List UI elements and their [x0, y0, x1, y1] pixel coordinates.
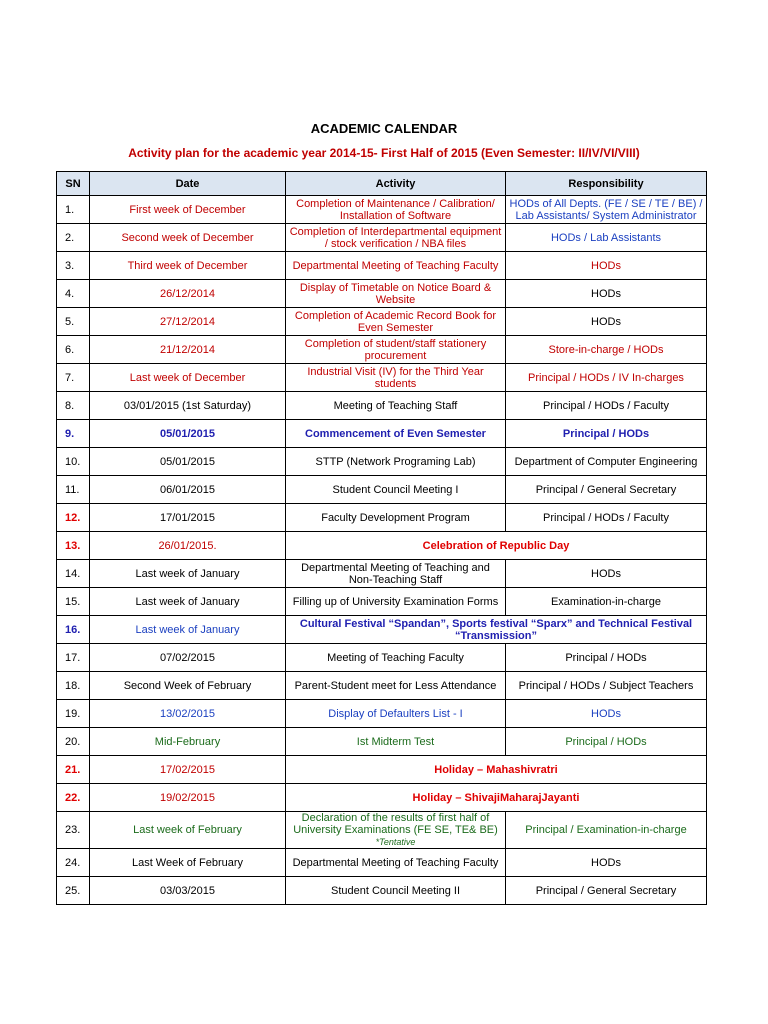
row-responsibility: Principal / General Secretary [506, 877, 707, 905]
row-sn: 22. [57, 784, 90, 812]
row-activity: STTP (Network Programing Lab) [286, 448, 506, 476]
table-row [57, 849, 707, 877]
row-activity: Completion of Interdepartmental equipment / stock verification / NBA files [286, 224, 506, 252]
row-sn: 6. [57, 336, 90, 364]
row-activity: Holiday – Mahashivratri [286, 756, 707, 784]
row-responsibility: Principal / HODs [506, 644, 707, 672]
row-responsibility: HODs [506, 700, 707, 728]
row-sn: 14. [57, 560, 90, 588]
row-sn: 7. [57, 364, 90, 392]
row-responsibility: Examination-in-charge [506, 588, 707, 616]
row-sn: 19. [57, 700, 90, 728]
row-date: Second week of December [90, 224, 286, 252]
row-sn: 12. [57, 504, 90, 532]
row-date: Last week of February [90, 812, 286, 849]
row-activity: Completion of student/staff stationery procurement [286, 336, 506, 364]
row-sn: 15. [57, 588, 90, 616]
row-responsibility: Principal / General Secretary [506, 476, 707, 504]
row-responsibility: Principal / HODs [506, 728, 707, 756]
row-activity-note: *Tentative [375, 837, 416, 847]
row-activity: Parent-Student meet for Less Attendance [286, 672, 506, 700]
row-date: First week of December [90, 196, 286, 224]
table-row [57, 420, 707, 448]
row-date: 07/02/2015 [90, 644, 286, 672]
row-activity: Industrial Visit (IV) for the Third Year students [286, 364, 506, 392]
column-header-sn: SN [57, 172, 90, 196]
table-row [57, 588, 707, 616]
row-date: 26/01/2015. [90, 532, 286, 560]
row-responsibility: HODs [506, 560, 707, 588]
row-date: 03/01/2015 (1st Saturday) [90, 392, 286, 420]
row-date: Last week of January [90, 560, 286, 588]
academic-calendar-table [56, 171, 707, 905]
row-sn: 4. [57, 280, 90, 308]
table-row [57, 364, 707, 392]
document-subtitle: Activity plan for the academic year 2014-15- First Half of 2015 (Even Semester: II/IV/VI/VIII) [128, 146, 640, 160]
table-row [57, 504, 707, 532]
row-sn: 3. [57, 252, 90, 280]
row-responsibility: Principal / HODs / Faculty [506, 392, 707, 420]
row-sn: 5. [57, 308, 90, 336]
row-date: Last Week of February [90, 849, 286, 877]
row-date: 17/02/2015 [90, 756, 286, 784]
row-activity: Departmental Meeting of Teaching Faculty [286, 849, 506, 877]
column-header-activity: Activity [286, 172, 506, 196]
table-row [57, 672, 707, 700]
table-row [57, 196, 707, 224]
row-activity-text: Declaration of the results of first half of University Examinations (FE SE, TE& BE) [293, 812, 498, 836]
row-date: 06/01/2015 [90, 476, 286, 504]
row-sn: 24. [57, 849, 90, 877]
row-activity: Completion of Academic Record Book for Even Semester [286, 308, 506, 336]
row-sn: 18. [57, 672, 90, 700]
table-row [57, 756, 707, 784]
row-sn: 16. [57, 616, 90, 644]
row-date: Last week of January [90, 588, 286, 616]
row-date: Last week of January [90, 616, 286, 644]
table-row [57, 616, 707, 644]
row-date: 21/12/2014 [90, 336, 286, 364]
row-sn: 21. [57, 756, 90, 784]
row-date: 27/12/2014 [90, 308, 286, 336]
row-activity: Departmental Meeting of Teaching Faculty [286, 252, 506, 280]
table-row [57, 728, 707, 756]
row-date: 03/03/2015 [90, 877, 286, 905]
table-row [57, 784, 707, 812]
table-row [57, 644, 707, 672]
row-date: 17/01/2015 [90, 504, 286, 532]
row-sn: 8. [57, 392, 90, 420]
row-date: 13/02/2015 [90, 700, 286, 728]
row-activity: Departmental Meeting of Teaching and Non-Teaching Staff [286, 560, 506, 588]
row-responsibility: HODs [506, 252, 707, 280]
row-activity: Ist Midterm Test [286, 728, 506, 756]
table-row [57, 812, 707, 849]
row-activity [286, 812, 506, 849]
table-row [57, 448, 707, 476]
row-sn: 23. [57, 812, 90, 849]
table-row [57, 700, 707, 728]
row-sn: 2. [57, 224, 90, 252]
document-title: ACADEMIC CALENDAR [310, 121, 458, 136]
table-header-row [57, 172, 707, 196]
row-date: 05/01/2015 [90, 448, 286, 476]
row-responsibility: Principal / HODs / Subject Teachers [506, 672, 707, 700]
row-activity: Student Council Meeting II [286, 877, 506, 905]
row-date: Second Week of February [90, 672, 286, 700]
row-date: 26/12/2014 [90, 280, 286, 308]
row-sn: 9. [57, 420, 90, 448]
row-sn: 20. [57, 728, 90, 756]
row-responsibility: HODs [506, 849, 707, 877]
row-activity: Display of Defaulters List - I [286, 700, 506, 728]
row-responsibility: Principal / Examination-in-charge [506, 812, 707, 849]
column-header-responsibility: Responsibility [506, 172, 707, 196]
row-sn: 1. [57, 196, 90, 224]
row-date: Third week of December [90, 252, 286, 280]
row-activity: Celebration of Republic Day [286, 532, 707, 560]
row-date: 19/02/2015 [90, 784, 286, 812]
row-responsibility: Principal / HODs / Faculty [506, 504, 707, 532]
row-responsibility: HODs / Lab Assistants [506, 224, 707, 252]
column-header-date: Date [90, 172, 286, 196]
row-sn: 10. [57, 448, 90, 476]
row-activity: Display of Timetable on Notice Board & Website [286, 280, 506, 308]
row-activity: Student Council Meeting I [286, 476, 506, 504]
row-sn: 11. [57, 476, 90, 504]
row-activity: Completion of Maintenance / Calibration/ Installation of Software [286, 196, 506, 224]
row-responsibility: Principal / HODs / IV In-charges [506, 364, 707, 392]
row-activity: Meeting of Teaching Faculty [286, 644, 506, 672]
table-row [57, 280, 707, 308]
row-sn: 25. [57, 877, 90, 905]
row-responsibility: Principal / HODs [506, 420, 707, 448]
table-row [57, 877, 707, 905]
row-date: Last week of December [90, 364, 286, 392]
row-responsibility: HODs [506, 308, 707, 336]
table-row [57, 560, 707, 588]
row-activity: Holiday – ShivajiMaharajJayanti [286, 784, 707, 812]
row-activity: Cultural Festival “Spandan”, Sports festival “Sparx” and Technical Festival “Transmission” [286, 616, 707, 644]
row-activity: Faculty Development Program [286, 504, 506, 532]
table-row [57, 252, 707, 280]
table-row [57, 308, 707, 336]
row-responsibility: Department of Computer Engineering [506, 448, 707, 476]
table-row [57, 224, 707, 252]
row-responsibility: HODs of All Depts. (FE / SE / TE / BE) / Lab Assistants/ System Administrator [506, 196, 707, 224]
row-responsibility: HODs [506, 280, 707, 308]
row-activity: Commencement of Even Semester [286, 420, 506, 448]
table-row [57, 392, 707, 420]
row-activity: Filling up of University Examination Forms [286, 588, 506, 616]
row-sn: 17. [57, 644, 90, 672]
table-row [57, 336, 707, 364]
row-date: 05/01/2015 [90, 420, 286, 448]
row-activity: Meeting of Teaching Staff [286, 392, 506, 420]
table-row [57, 532, 707, 560]
table-body [57, 196, 707, 905]
table-row [57, 476, 707, 504]
row-date: Mid-February [90, 728, 286, 756]
row-responsibility: Store-in-charge / HODs [506, 336, 707, 364]
row-sn: 13. [57, 532, 90, 560]
